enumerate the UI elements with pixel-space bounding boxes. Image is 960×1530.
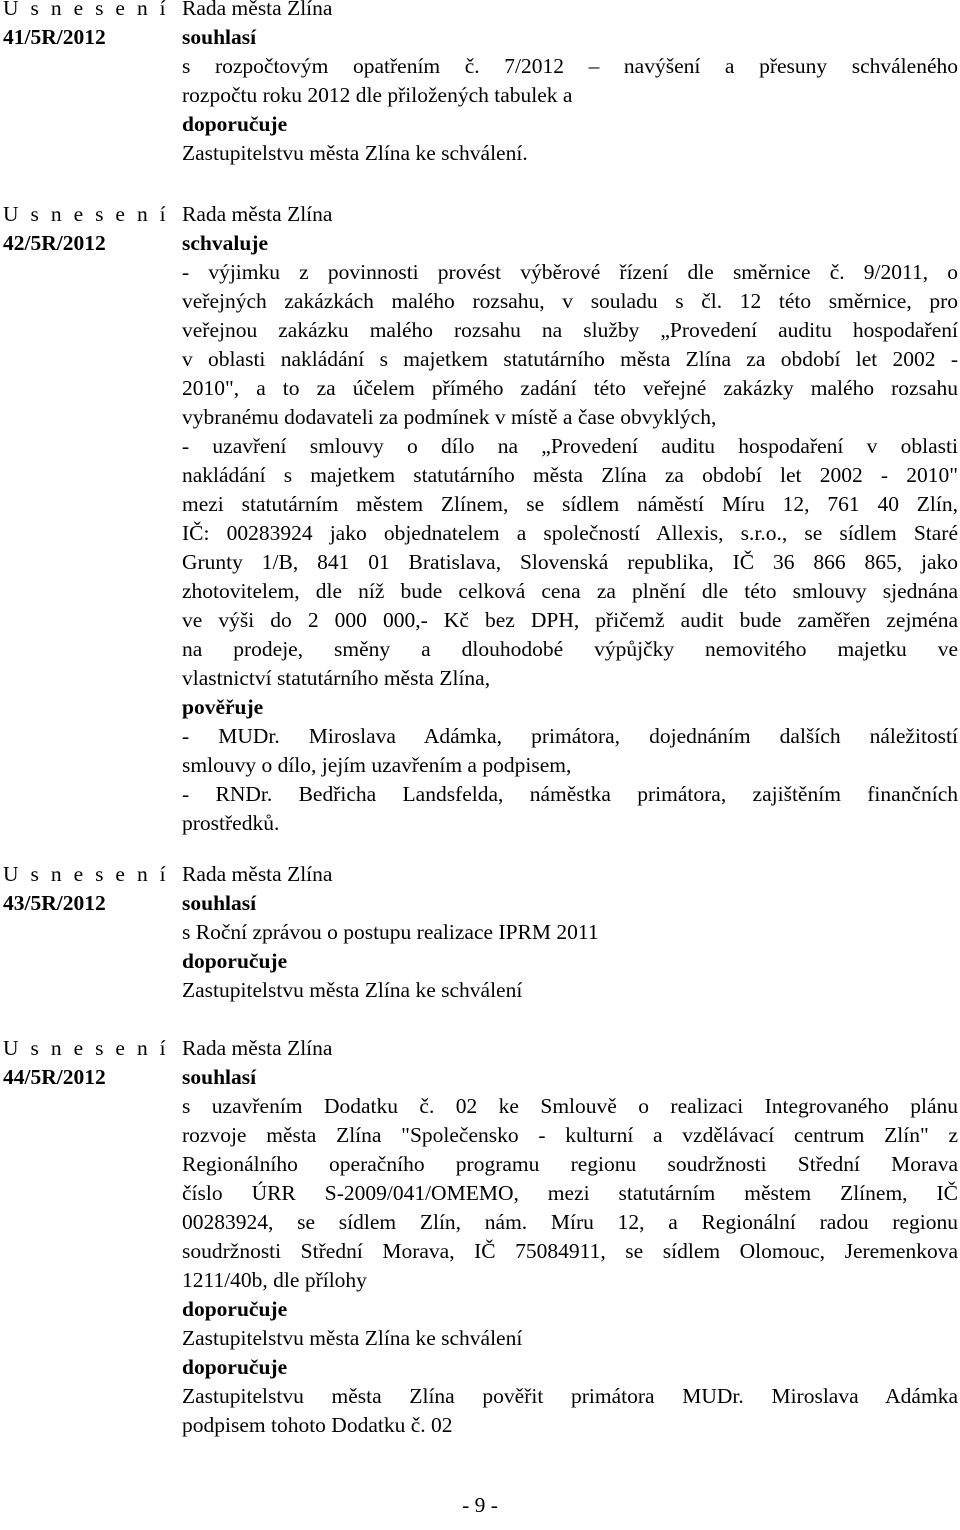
text-line: smlouvy o dílo, jejím uzavřením a podpisem, [182,753,572,777]
text-line: ve výši do 2 000 000,- Kč bez DPH, přičemž audit bude zaměřen zejména [182,608,958,632]
text-line: s Roční zprávou o postupu realizace IPRM 2011 [182,920,599,944]
council-name: Rada města Zlína [182,1036,333,1060]
page-number: - 9 - [462,1493,498,1517]
text-line: vybranému dodavateli za podmínek v místě a čase obvyklých, [182,405,717,429]
text-line: číslo ÚRR S-2009/041/OMEMO, mezi statutárním městem Zlínem, IČ [182,1181,958,1205]
council-name: Rada města Zlína [182,862,333,886]
resolution-label [3,860,173,918]
resolution-heading: U s n e s e n í [3,862,169,886]
resolution-heading: U s n e s e n í [3,0,169,20]
text-line: - MUDr. Miroslava Adámka, primátora, dojednáním dalších náležitostí [182,724,958,748]
text-line: 00283924, se sídlem Zlín, nám. Míru 12, a Regionální radou regionu [182,1210,958,1234]
text-line: - výjimku z povinnosti provést výběrové řízení dle směrnice č. 9/2011, o [182,260,958,284]
decision-verb: souhlasí [182,25,257,49]
text-line: podpisem tohoto Dodatku č. 02 [182,1413,453,1437]
text-line: 2010", a to za účelem přímého zadání této veřejné zakázky malého rozsahu [182,376,958,400]
council-name: Rada města Zlína [182,0,333,20]
text-line: Zastupitelstvu města Zlína ke schválení. [182,141,528,165]
decision-verb: doporučuje [182,949,288,973]
text-line: veřejných zakázkách malého rozsahu, v souladu s čl. 12 této směrnice, pro [182,289,958,313]
resolution-number: 42/5R/2012 [3,231,106,255]
text-line: mezi statutárním městem Zlínem, se sídlem náměstí Míru 12, 761 40 Zlín, [182,492,958,516]
text-line: Zastupitelstvu města Zlína ke schválení [182,978,523,1002]
decision-verb: doporučuje [182,112,288,136]
resolution-heading: U s n e s e n í [3,202,169,226]
decision-verb: schvaluje [182,231,268,255]
resolution-number: 41/5R/2012 [3,25,106,49]
text-line: soudržnosti Střední Morava, IČ 75084911, se sídlem Olomouc, Jeremenkova [182,1239,958,1263]
text-line: rozpočtu roku 2012 dle přiložených tabulek a [182,83,573,107]
text-line: IČ: 00283924 jako objednatelem a společností Allexis, s.r.o., se sídlem Staré [182,521,958,545]
resolution-heading: U s n e s e n í [3,1036,169,1060]
text-line: s uzavřením Dodatku č. 02 ke Smlouvě o realizaci Integrovaného plánu [182,1094,958,1118]
resolution-body [182,860,958,1005]
text-line: rozvoje města Zlína "Společensko - kulturní a vzdělávací centrum Zlín" z [182,1123,958,1147]
resolution-body [182,1034,958,1440]
resolution-body [182,0,958,168]
text-line: Zastupitelstvu města Zlína pověřit primátora MUDr. Miroslava Adámka [182,1384,958,1408]
decision-verb: doporučuje [182,1297,288,1321]
text-line: zhotovitelem, dle níž bude celková cena za plnění dle této smlouvy sjednána [182,579,958,603]
resolution-number: 44/5R/2012 [3,1065,106,1089]
text-line: prostředků. [182,811,280,835]
decision-verb: souhlasí [182,891,257,915]
text-line: Zastupitelstvu města Zlína ke schválení [182,1326,523,1350]
text-line: 1211/40b, dle přílohy [182,1268,367,1292]
resolution-label [3,200,173,258]
council-name: Rada města Zlína [182,202,333,226]
text-line: Regionálního operačního programu regionu soudržnosti Střední Morava [182,1152,958,1176]
text-line: - RNDr. Bedřicha Landsfelda, náměstka primátora, zajištěním finančních [182,782,958,806]
text-line: na prodeje, směny a dlouhodobé výpůjčky nemovitého majetku ve [182,637,958,661]
text-line: - uzavření smlouvy o dílo na „Provedení auditu hospodaření v oblasti [182,434,958,458]
text-line: nakládání s majetkem statutárního města Zlína za období let 2002 - 2010" [182,463,958,487]
resolution-number: 43/5R/2012 [3,891,106,915]
decision-verb: souhlasí [182,1065,257,1089]
text-line: v oblasti nakládání s majetkem statutárního města Zlína za období let 2002 - [182,347,958,371]
text-line: veřejnou zakázku malého rozsahu na služby „Provedení auditu hospodaření [182,318,958,342]
text-line: s rozpočtovým opatřením č. 7/2012 – navýšení a přesuny schváleného [182,54,958,78]
resolution-body [182,200,958,838]
text-line: vlastnictví statutárního města Zlína, [182,666,491,690]
resolution-label [3,0,173,52]
decision-verb: pověřuje [182,695,264,719]
text-line: Grunty 1/B, 841 01 Bratislava, Slovenská republika, IČ 36 866 865, jako [182,550,958,574]
decision-verb: doporučuje [182,1355,288,1379]
resolution-label [3,1034,173,1092]
